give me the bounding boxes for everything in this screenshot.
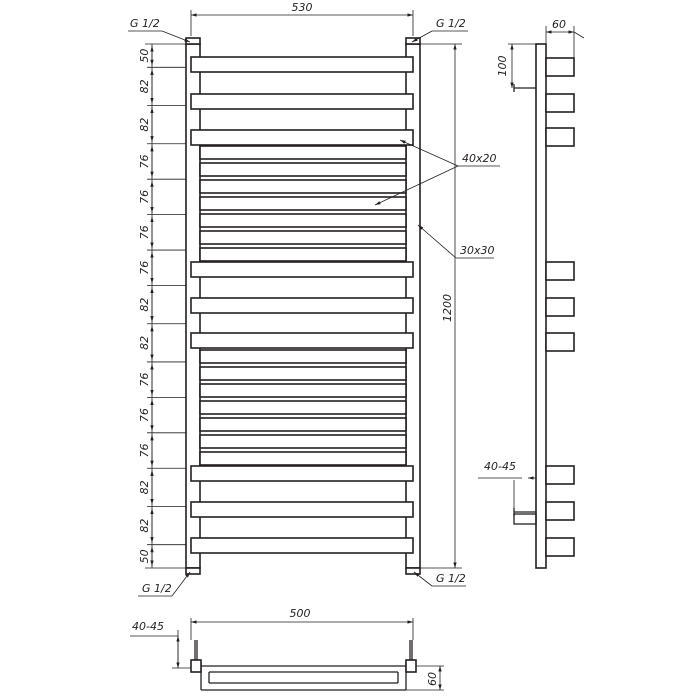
side-bar — [546, 298, 574, 316]
crossbar-profile-label: 40x20 — [462, 152, 497, 165]
inlet-bottom-left — [186, 568, 200, 574]
spacing-label: 76 — [138, 372, 151, 387]
spacing-label: 76 — [138, 443, 151, 458]
spacing-label: 82 — [138, 117, 151, 132]
crossbar-narrow — [200, 197, 406, 210]
crossbar-narrow — [200, 350, 406, 363]
side-upright — [536, 44, 546, 568]
dim-bottom-width — [191, 607, 413, 640]
bottom-pipe-right — [406, 660, 416, 672]
side-bar — [546, 538, 574, 556]
dim-depth-top-label: 60 — [552, 18, 566, 31]
crossbar-narrow — [200, 214, 406, 227]
crossbar-narrow — [200, 248, 406, 261]
dim-total-height — [420, 44, 462, 568]
thread-bottom-left-label: G 1/2 — [142, 582, 172, 595]
spacing-label: 82 — [138, 79, 151, 94]
side-bar — [546, 58, 574, 76]
thread-bottom-right-label: G 1/2 — [436, 572, 466, 585]
dim-bottom-width-label: 500 — [289, 607, 311, 620]
side-view — [514, 44, 574, 568]
crossbar-narrow — [200, 146, 406, 159]
crossbar-narrow — [200, 180, 406, 193]
upright-profile-label: 30x30 — [460, 244, 495, 257]
spacing-label: 82 — [138, 297, 151, 312]
dim-bracket-offset-label: 100 — [496, 55, 509, 77]
crossbar-wide — [191, 94, 413, 109]
thread-top-right-label: G 1/2 — [436, 17, 466, 30]
spacing-label: 50 — [138, 48, 151, 63]
bottom-pipe-left — [191, 660, 201, 672]
spacing-label: 82 — [138, 480, 151, 495]
front-view — [186, 38, 420, 574]
crossbar-wide — [191, 130, 413, 145]
spacing-label: 76 — [138, 260, 151, 275]
dim-wall-offset-side — [478, 460, 536, 512]
crossbar-wide — [191, 333, 413, 348]
crossbar-narrow — [200, 401, 406, 414]
side-bar — [546, 502, 574, 520]
side-bar — [546, 128, 574, 146]
side-bar — [546, 466, 574, 484]
spacing-dimension-chain — [138, 44, 186, 568]
crossbar-narrow — [200, 367, 406, 380]
spacing-label: 76 — [138, 225, 151, 240]
crossbar-wide — [191, 57, 413, 72]
crossbar-narrow — [200, 418, 406, 431]
spacing-label: 76 — [138, 189, 151, 204]
dim-top-width-label: 530 — [291, 1, 313, 14]
crossbar-wide — [191, 538, 413, 553]
crossbar-wide — [191, 262, 413, 277]
spacing-label: 50 — [138, 549, 151, 564]
crossbar-narrow — [200, 163, 406, 176]
crossbar-wide — [191, 298, 413, 313]
dim-top-width — [191, 1, 413, 36]
spacing-label: 76 — [138, 408, 151, 423]
dim-wall-offset-bottom — [130, 620, 191, 668]
dim-wall-offset-side-label: 40-45 — [484, 460, 516, 473]
spacing-label: 82 — [138, 518, 151, 533]
crossbar-narrow — [200, 384, 406, 397]
dim-wall-offset-bottom-label: 40-45 — [132, 620, 164, 633]
side-bracket-bottom-block — [514, 514, 536, 524]
crossbar-wide — [191, 502, 413, 517]
dim-bracket-offset — [496, 44, 536, 88]
thread-top-left-label: G 1/2 — [130, 17, 160, 30]
side-bar — [546, 94, 574, 112]
spacing-label: 76 — [138, 154, 151, 169]
spacing-label: 82 — [138, 335, 151, 350]
crossbar-narrow — [200, 435, 406, 448]
dim-depth-top — [546, 18, 584, 58]
crossbar-narrow — [200, 231, 406, 244]
crossbar-wide — [191, 466, 413, 481]
crossbar-narrow — [200, 452, 406, 465]
side-bar — [546, 333, 574, 351]
inlet-bottom-right — [406, 568, 420, 574]
dim-total-height-label: 1200 — [441, 294, 454, 322]
dim-depth-bottom-label: 60 — [426, 672, 439, 686]
side-bar — [546, 262, 574, 280]
bottom-view — [191, 640, 416, 690]
